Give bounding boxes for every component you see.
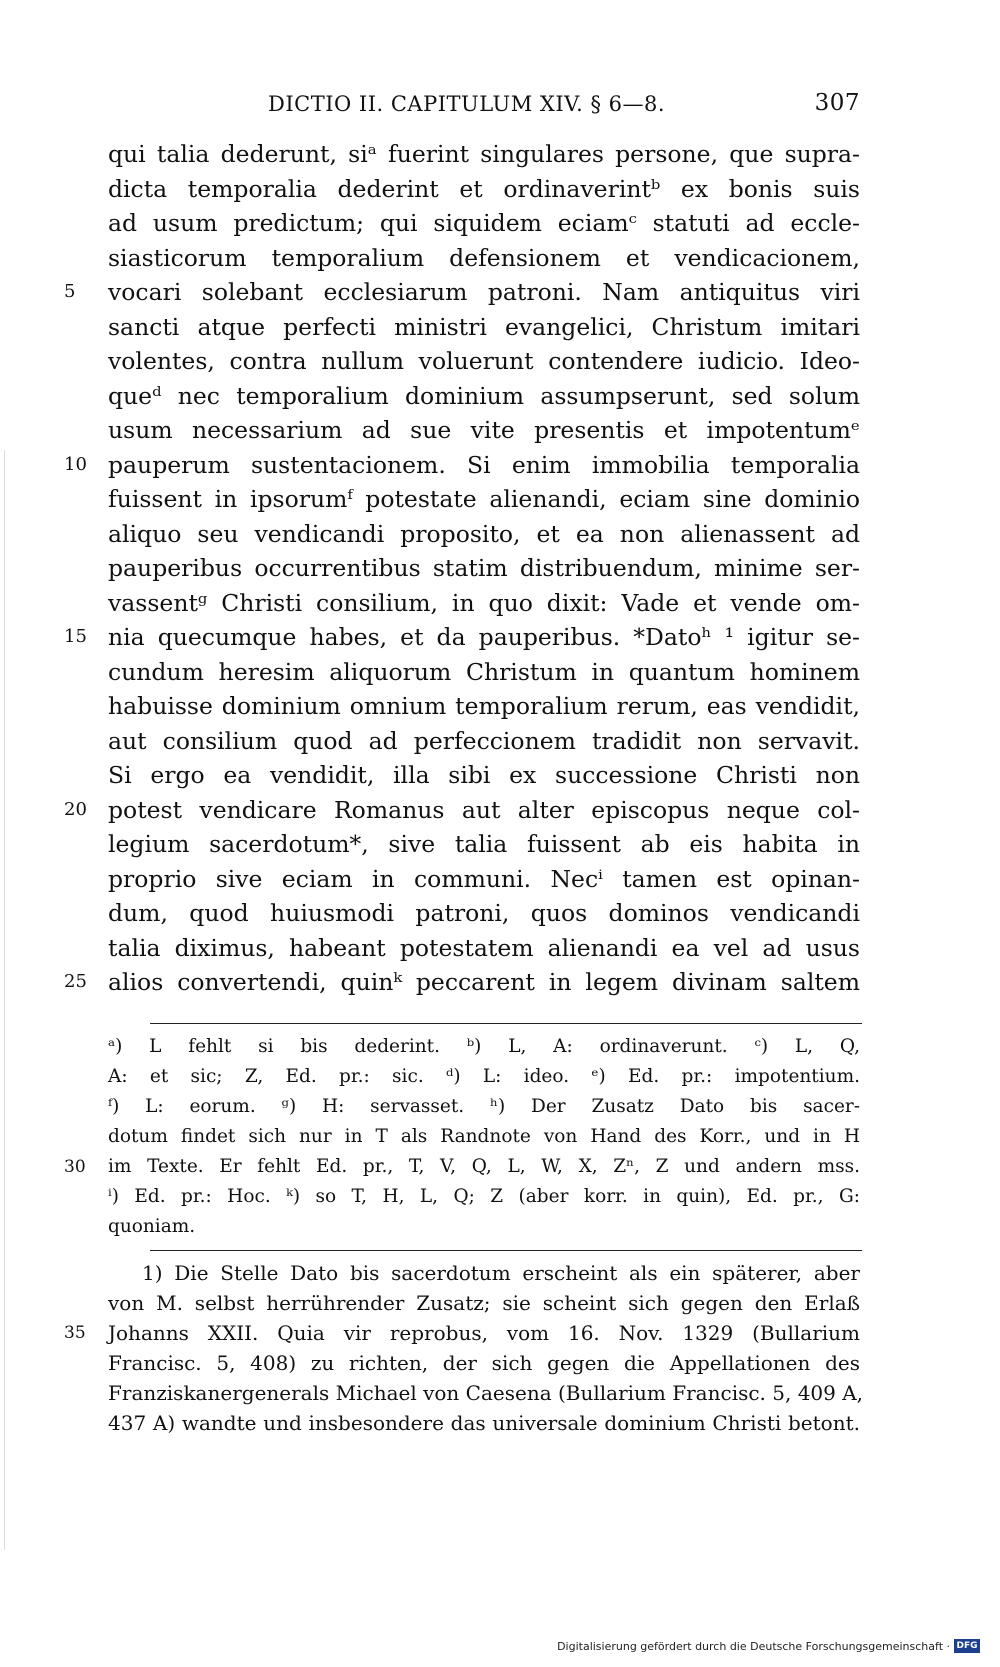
footnote-line-text: Johanns XXII. Quia vir reprobus, vom 16. Nov. 1329 (Bullarium — [108, 1321, 860, 1345]
body-line — [108, 517, 860, 552]
body-line — [108, 206, 860, 241]
body-line — [108, 413, 860, 448]
footnote-line-text: Francisc. 5, 408) zu richten, der sich gegen die Appellationen des — [108, 1351, 860, 1375]
body-line-text: vocari solebant ecclesiarum patroni. Nam antiquitus viri — [108, 278, 860, 306]
body-line-text: aut consilium quod ad perfeccionem tradidit non servavit. — [108, 726, 860, 755]
footnote-line-text: von M. selbst herrührender Zusatz; sie scheint sich gegen den Erlaß — [108, 1291, 860, 1315]
apparatus-line-text: im Texte. Er fehlt Ed. pr., T, V, Q, L, W, X, Zⁿ, Z und andern mss. — [108, 1156, 860, 1177]
running-head: DICTIO II. CAPITULUM XIV. § 6—8. — [268, 92, 666, 116]
apparatus-line — [108, 1122, 860, 1152]
apparatus-line-text: dotum findet sich nur in T als Randnote von Hand des Korr., und in H — [108, 1126, 860, 1147]
body-line-text: queᵈ nec temporalium dominium assumpserunt, sed solum — [108, 381, 860, 410]
body-line-text: legium sacerdotum*, sive talia fuissent ab eis habita in — [108, 830, 860, 858]
body-line — [108, 586, 860, 621]
footnote-line-text: 1) Die Stelle Dato bis sacerdotum erscheint als ein späterer, aber — [142, 1261, 860, 1285]
main-text — [64, 137, 860, 1000]
body-line-text: qui talia dederunt, siᵃ fuerint singulares persone, que supra- — [108, 140, 860, 168]
scan-edge-line — [4, 450, 5, 1550]
page-header — [268, 92, 860, 122]
body-line-text: proprio sive eciam in communi. Necⁱ tamen est opinan- — [108, 864, 860, 893]
body-line — [108, 379, 860, 414]
line-number: 5 — [64, 281, 76, 302]
footnote-line-text: Franziskanergenerals Michael von Caesena (Bullarium Francisc. 5, 409 A, — [108, 1381, 864, 1405]
body-line — [108, 827, 860, 862]
body-line — [108, 172, 860, 207]
line-number: 25 — [64, 971, 87, 992]
body-line-text: nia quecumque habes, et da pauperibus. *Datoʰ ¹ igitur se- — [108, 623, 860, 651]
body-line — [64, 793, 860, 828]
digitization-credit — [557, 1637, 980, 1655]
body-line-text: fuissent in ipsorumᶠ potestate alienandi, eciam sine dominio — [108, 485, 860, 513]
footnote-line — [108, 1258, 860, 1288]
apparatus-line — [108, 1182, 860, 1212]
footnote-divider — [150, 1250, 862, 1251]
body-line — [108, 931, 860, 966]
apparatus-line-text: ⁱ) Ed. pr.: Hoc. ᵏ) so T, H, L, Q; Z (aber korr. in quin), Ed. pr., G: — [108, 1186, 860, 1207]
line-number: 15 — [64, 626, 87, 647]
critical-apparatus — [64, 1032, 860, 1242]
body-line — [108, 482, 860, 517]
body-line — [64, 275, 860, 310]
body-line — [108, 896, 860, 931]
apparatus-line-text: ᵃ) L fehlt si bis dederint. ᵇ) L, A: ordinaverunt. ᶜ) L, Q, — [108, 1036, 860, 1057]
credit-text: Digitalisierung gefördert durch die Deutsche Forschungsgemeinschaft · — [557, 1639, 950, 1653]
body-line — [108, 862, 860, 897]
apparatus-line — [108, 1092, 860, 1122]
line-number: 35 — [64, 1323, 86, 1343]
body-line-text: usum necessarium ad sue vite presentis et impotentumᵉ — [108, 416, 860, 444]
body-line — [64, 620, 860, 655]
body-line-text: talia diximus, habeant potestatem alienandi ea vel ad usus — [108, 933, 860, 962]
body-line-text: Si ergo ea vendidit, illa sibi ex successione Christi non — [108, 761, 860, 789]
footnotes — [64, 1258, 864, 1438]
body-line-text: habuisse dominium omnium temporalium rerum, eas vendidit, — [108, 692, 860, 720]
footnote-line — [108, 1288, 860, 1318]
footnote-line — [108, 1348, 860, 1378]
body-line-text: cundum heresim aliquorum Christum in quantum hominem — [108, 657, 860, 686]
body-line — [108, 689, 860, 724]
page-number: 307 — [814, 90, 860, 116]
body-line — [108, 655, 860, 690]
body-line-text: dum, quod huiusmodi patroni, quos dominos vendicandi — [108, 899, 860, 927]
body-line — [108, 551, 860, 586]
body-line-text: volentes, contra nullum voluerunt contendere iudicio. Ideo- — [108, 347, 860, 375]
body-line-text: ad usum predictum; qui siquidem eciamᶜ statuti ad eccle- — [108, 209, 860, 237]
body-line-text: pauperum sustentacionem. Si enim immobilia temporalia — [108, 450, 860, 479]
body-line-text: potest vendicare Romanus aut alter episcopus neque col- — [108, 795, 860, 824]
apparatus-line-text: quoniam. — [108, 1216, 196, 1237]
line-number: 30 — [64, 1157, 86, 1177]
body-line — [108, 241, 860, 276]
body-line — [64, 965, 860, 1000]
apparatus-divider — [150, 1023, 862, 1024]
line-number: 10 — [64, 453, 87, 475]
body-line-text: dicta temporalia dederint et ordinaverintᵇ ex bonis suis — [108, 174, 860, 203]
line-number: 20 — [64, 798, 87, 820]
apparatus-line — [108, 1212, 860, 1242]
body-line — [108, 344, 860, 379]
body-line — [108, 758, 860, 793]
footnote-line-text: 437 A) wandte und insbesondere das universale dominium Christi betont. — [108, 1411, 860, 1435]
apparatus-line-text: ᶠ) L: eorum. ᵍ) H: servasset. ʰ) Der Zusatz Dato bis sacer- — [108, 1096, 860, 1117]
body-line — [64, 448, 860, 483]
body-line-text: sancti atque perfecti ministri evangelici, Christum imitari — [108, 312, 860, 341]
body-line-text: vassentᵍ Christi consilium, in quo dixit: Vade et vende om- — [108, 588, 860, 617]
footnote-line — [108, 1408, 860, 1438]
dfg-logo-icon: DFG — [954, 1639, 980, 1653]
body-line-text: alios convertendi, quinᵏ peccarent in legem divinam saltem — [108, 968, 860, 996]
footnote-line — [64, 1318, 860, 1348]
body-line-text: pauperibus occurrentibus statim distribuendum, minime ser- — [108, 554, 860, 582]
body-line — [108, 724, 860, 759]
apparatus-line — [64, 1152, 860, 1182]
body-line-text: aliquo seu vendicandi proposito, et ea non alienassent ad — [108, 519, 860, 548]
apparatus-line — [108, 1032, 860, 1062]
apparatus-line-text: A: et sic; Z, Ed. pr.: sic. ᵈ) L: ideo. ᵉ) Ed. pr.: impotentium. — [108, 1066, 860, 1087]
body-line — [108, 310, 860, 345]
apparatus-line — [108, 1062, 860, 1092]
body-line — [108, 137, 860, 172]
body-line-text: siasticorum temporalium defensionem et vendicacionem, — [108, 243, 860, 272]
footnote-line — [108, 1378, 864, 1408]
